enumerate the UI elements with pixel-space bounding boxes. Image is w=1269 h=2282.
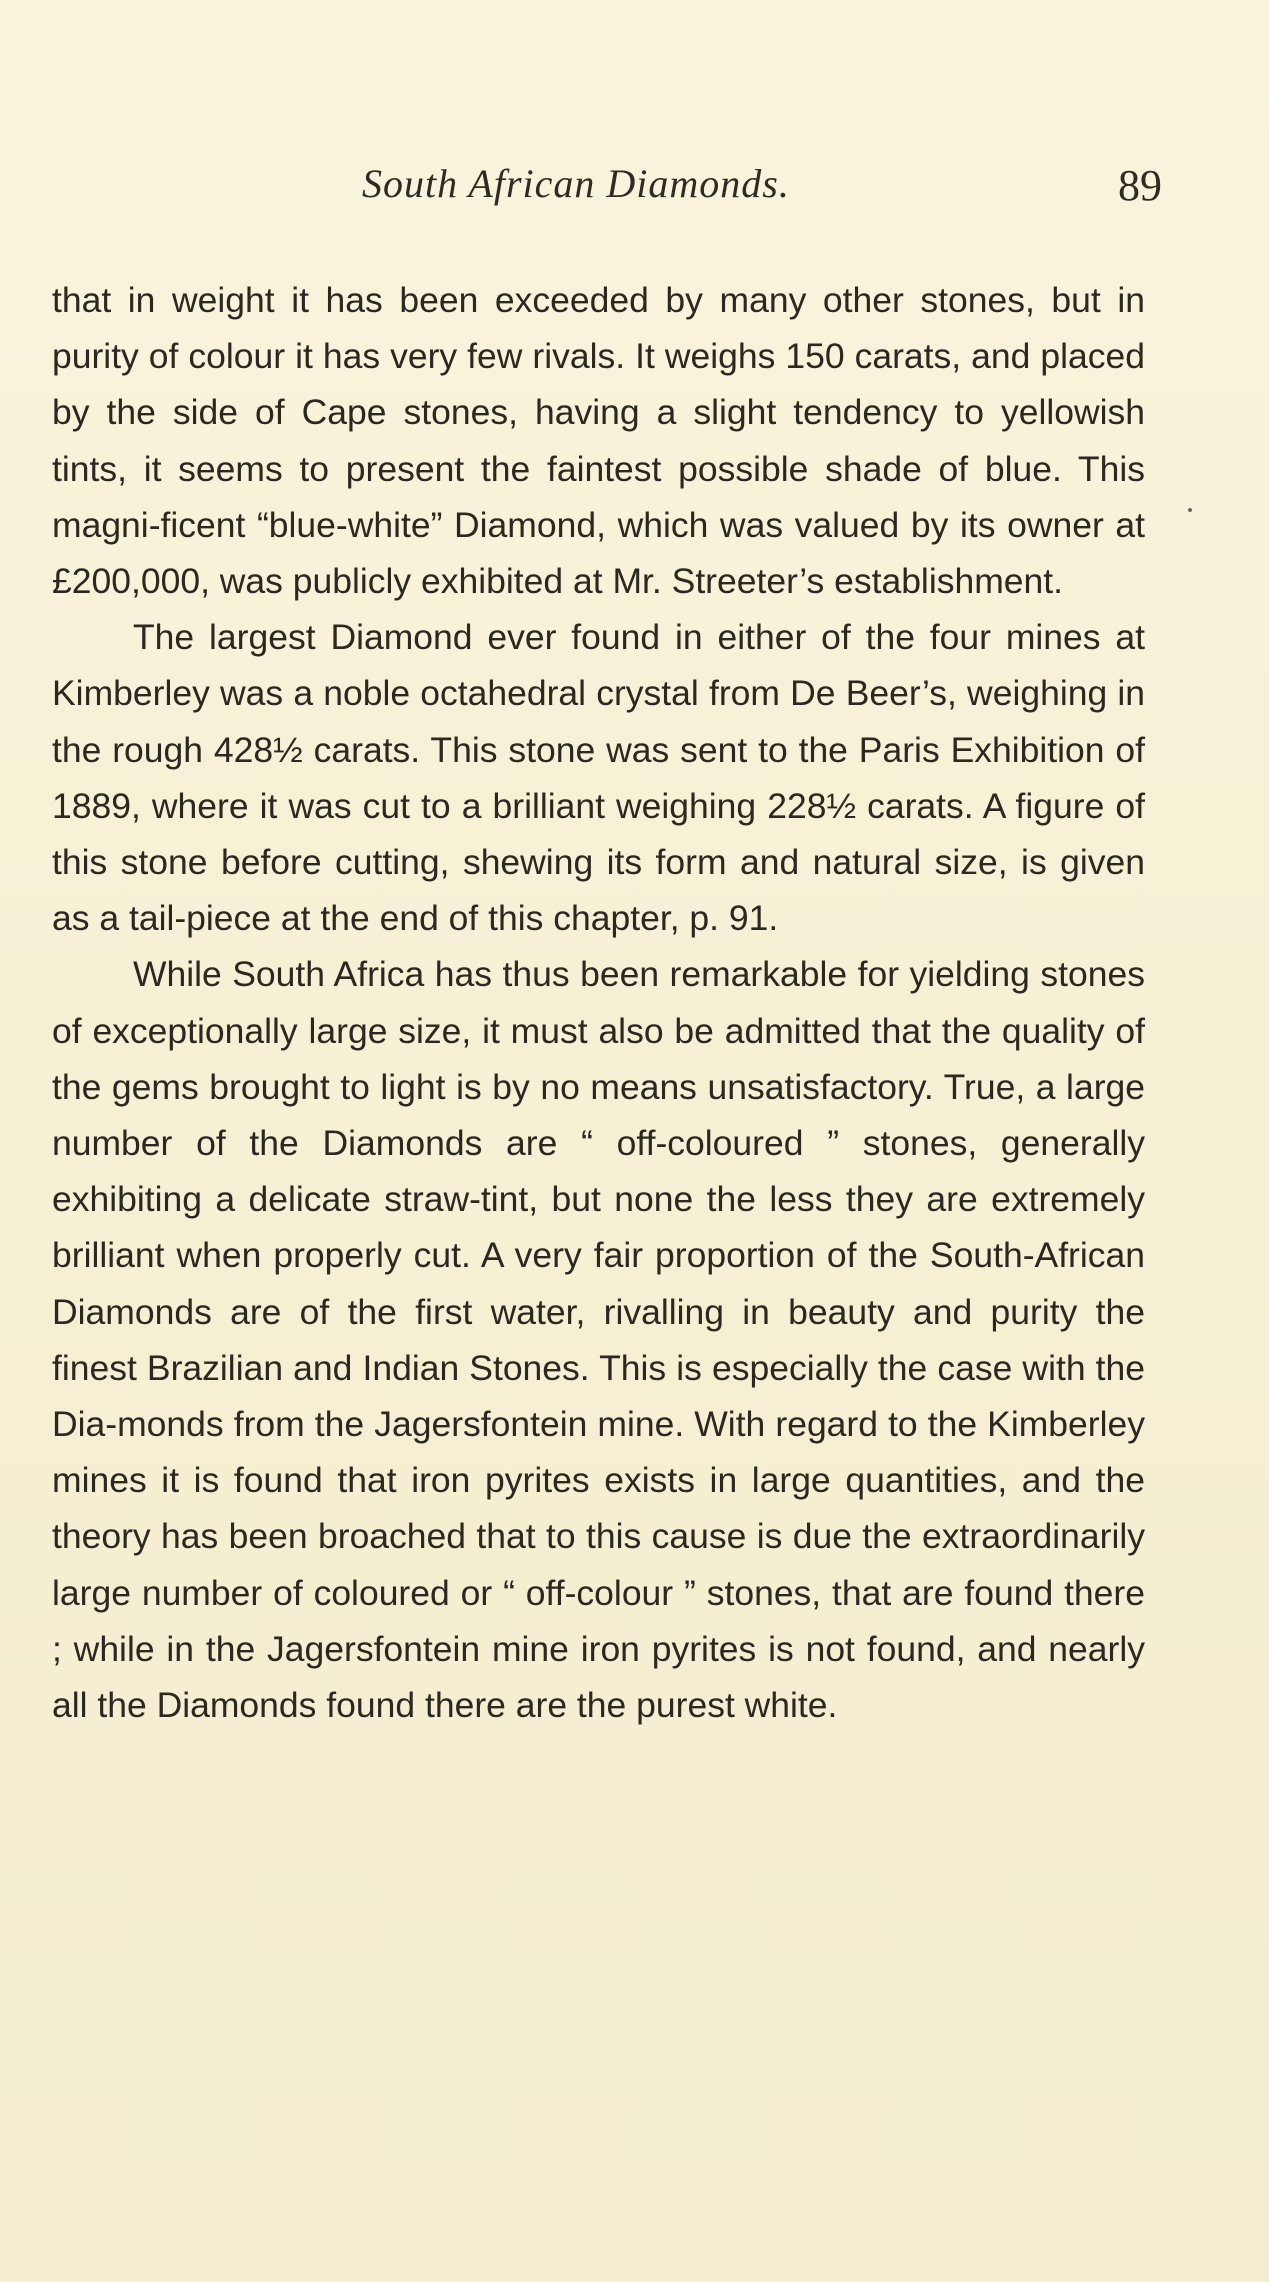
paper-speck (1188, 508, 1192, 512)
running-head (0, 160, 1269, 220)
paragraph-largest-diamond: The largest Diamond ever found in either of the four mines at Kimberley was a noble octahedral crystal from De Beer’s, weighing in the rough 428½ carats. This stone was sent to the Paris Exhibition of 1889, where it was cut to a brilliant weighing 228½ carats. A figure of this stone before cutting, shewing its form and natural size, is given as a tail-piece at the end of this chapter, p. 91. (52, 617, 1145, 939)
page-number: 89 (1118, 161, 1162, 210)
running-title: South African Diamonds. (362, 161, 790, 206)
paragraph-quality: While South Africa has thus been remarkable for yielding stones of exceptionally large size, it must also be admitted that the quality of the gems brought to light is by no means unsatisfactory. True, a large number of the Diamonds are “ off-coloured ” stones, generally exhibiting a delicate straw-tint, but none the less they are extremely brilliant when properly cut. A very fair proportion of the South-African Diamonds are of the first water, rivalling in beauty and purity the finest Brazilian and Indian Stones. This is especially the case with the Dia-monds from the Jagersfontein mine. With regard to the Kimberley mines it is found that iron pyrites exists in large quantities, and the theory has been broached that to this cause is due the extraordinarily large number of coloured or “ off-colour ” stones, that are found there ; while in the Jagersfontein mine iron pyrites is not found, and nearly all the Diamonds found there are the purest white. (52, 954, 1145, 1726)
body-text (52, 272, 1145, 1733)
paragraph-continued: that in weight it has been exceeded by many other stones, but in purity of colour it has very few rivals. It weighs 150 carats, and placed by the side of Cape stones, having a slight tendency to yellowish tints, it seems to present the faintest possible shade of blue. This magni-ficent “blue-white” Diamond, which was valued by its owner at £200,000, was publicly exhibited at Mr. Streeter’s establishment. (52, 280, 1145, 602)
